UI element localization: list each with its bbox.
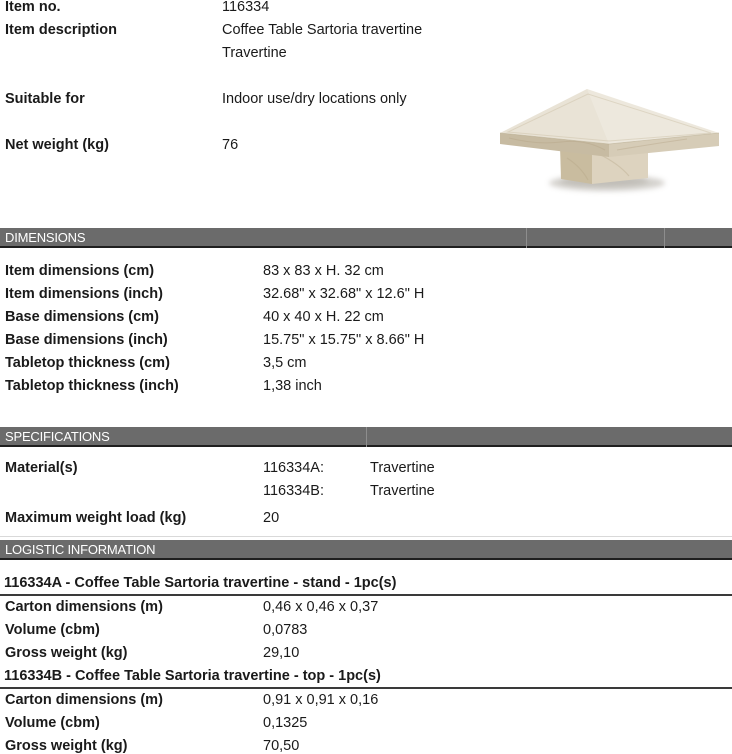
- coffee-table-illustration: [487, 62, 732, 220]
- row-label: Maximum weight load (kg): [5, 510, 187, 526]
- header-cell-divider: [664, 228, 665, 248]
- row-value: 3,5 cm: [263, 355, 307, 371]
- row-label: Item dimensions (cm): [5, 263, 155, 279]
- logistics-section: [0, 572, 732, 754]
- row-value: 76: [222, 137, 239, 153]
- row-label: Net weight (kg): [5, 137, 109, 153]
- row-value-2: Travertine: [370, 483, 435, 499]
- spec-row: [0, 735, 732, 754]
- row-label: Material(s): [5, 460, 78, 476]
- row-value-2: Travertine: [370, 460, 435, 476]
- row-value: 0,46 x 0,46 x 0,37: [263, 599, 379, 615]
- row-label: Tabletop thickness (inch): [5, 378, 179, 394]
- row-label: Volume (cbm): [5, 715, 100, 731]
- row-value: Indoor use/dry locations only: [222, 91, 407, 107]
- header-cell-divider: [526, 228, 527, 248]
- row-label: Carton dimensions (m): [5, 692, 163, 708]
- spec-row: [0, 712, 732, 735]
- row-label: Base dimensions (cm): [5, 309, 159, 325]
- spec-row: [0, 306, 732, 329]
- row-label: Gross weight (kg): [5, 645, 128, 661]
- spec-row: [0, 0, 732, 19]
- spec-row: [0, 329, 732, 352]
- row-label: Volume (cbm): [5, 622, 100, 638]
- row-value: 1,38 inch: [263, 378, 322, 394]
- row-label: Carton dimensions (m): [5, 599, 163, 615]
- row-value: 0,0783: [263, 622, 308, 638]
- row-value: 0,91 x 0,91 x 0,16: [263, 692, 379, 708]
- spec-row: [0, 260, 732, 283]
- logistic-block-heading: 116334A - Coffee Table Sartoria travertine - stand - 1pc(s): [0, 572, 732, 596]
- dimensions-section-header: [0, 228, 732, 248]
- row-value: 15.75" x 15.75" x 8.66" H: [263, 332, 425, 348]
- specifications-section-header: [0, 427, 732, 447]
- row-label: Base dimensions (inch): [5, 332, 168, 348]
- spec-row: [0, 19, 732, 42]
- row-value: 116334B:: [263, 483, 325, 499]
- faint-divider-line: [0, 536, 732, 537]
- spec-row: [0, 619, 732, 642]
- row-value: 20: [263, 510, 280, 526]
- row-value: 116334A:: [263, 460, 325, 476]
- spec-row: [0, 689, 732, 712]
- row-label: Gross weight (kg): [5, 738, 128, 754]
- product-photo: [487, 62, 732, 220]
- row-value: 116334: [222, 0, 270, 15]
- spec-row: [0, 480, 732, 503]
- spec-row: [0, 283, 732, 306]
- row-value: Coffee Table Sartoria travertine: [222, 22, 423, 38]
- spec-row: [0, 375, 732, 398]
- row-value: 83 x 83 x H. 32 cm: [263, 263, 384, 279]
- spec-row: [0, 457, 732, 480]
- row-value: Travertine: [222, 45, 287, 61]
- spec-row: [0, 352, 732, 375]
- logistic-block-heading: 116334B - Coffee Table Sartoria travertine - top - 1pc(s): [0, 665, 732, 689]
- row-label: Suitable for: [5, 91, 85, 107]
- dimensions-section-title: DIMENSIONS: [5, 230, 86, 245]
- header-cell-divider: [366, 427, 367, 447]
- spec-row: [0, 596, 732, 619]
- row-label: Item no.: [5, 0, 61, 15]
- row-label: Tabletop thickness (cm): [5, 355, 170, 371]
- row-value: 0,1325: [263, 715, 308, 731]
- logistics-section-header: [0, 540, 732, 560]
- specifications-section: [0, 457, 732, 530]
- row-value: 32.68" x 32.68" x 12.6" H: [263, 286, 425, 302]
- row-value: 70,50: [263, 738, 300, 754]
- spec-row: [0, 507, 732, 530]
- row-value: 29,10: [263, 645, 300, 661]
- spec-row: [0, 642, 732, 665]
- row-label: Item dimensions (inch): [5, 286, 163, 302]
- logistics-section-title: LOGISTIC INFORMATION: [5, 542, 156, 557]
- row-value: 40 x 40 x H. 22 cm: [263, 309, 384, 325]
- specifications-section-title: SPECIFICATIONS: [5, 429, 110, 444]
- row-label: Item description: [5, 22, 117, 38]
- dimensions-section: [0, 260, 732, 398]
